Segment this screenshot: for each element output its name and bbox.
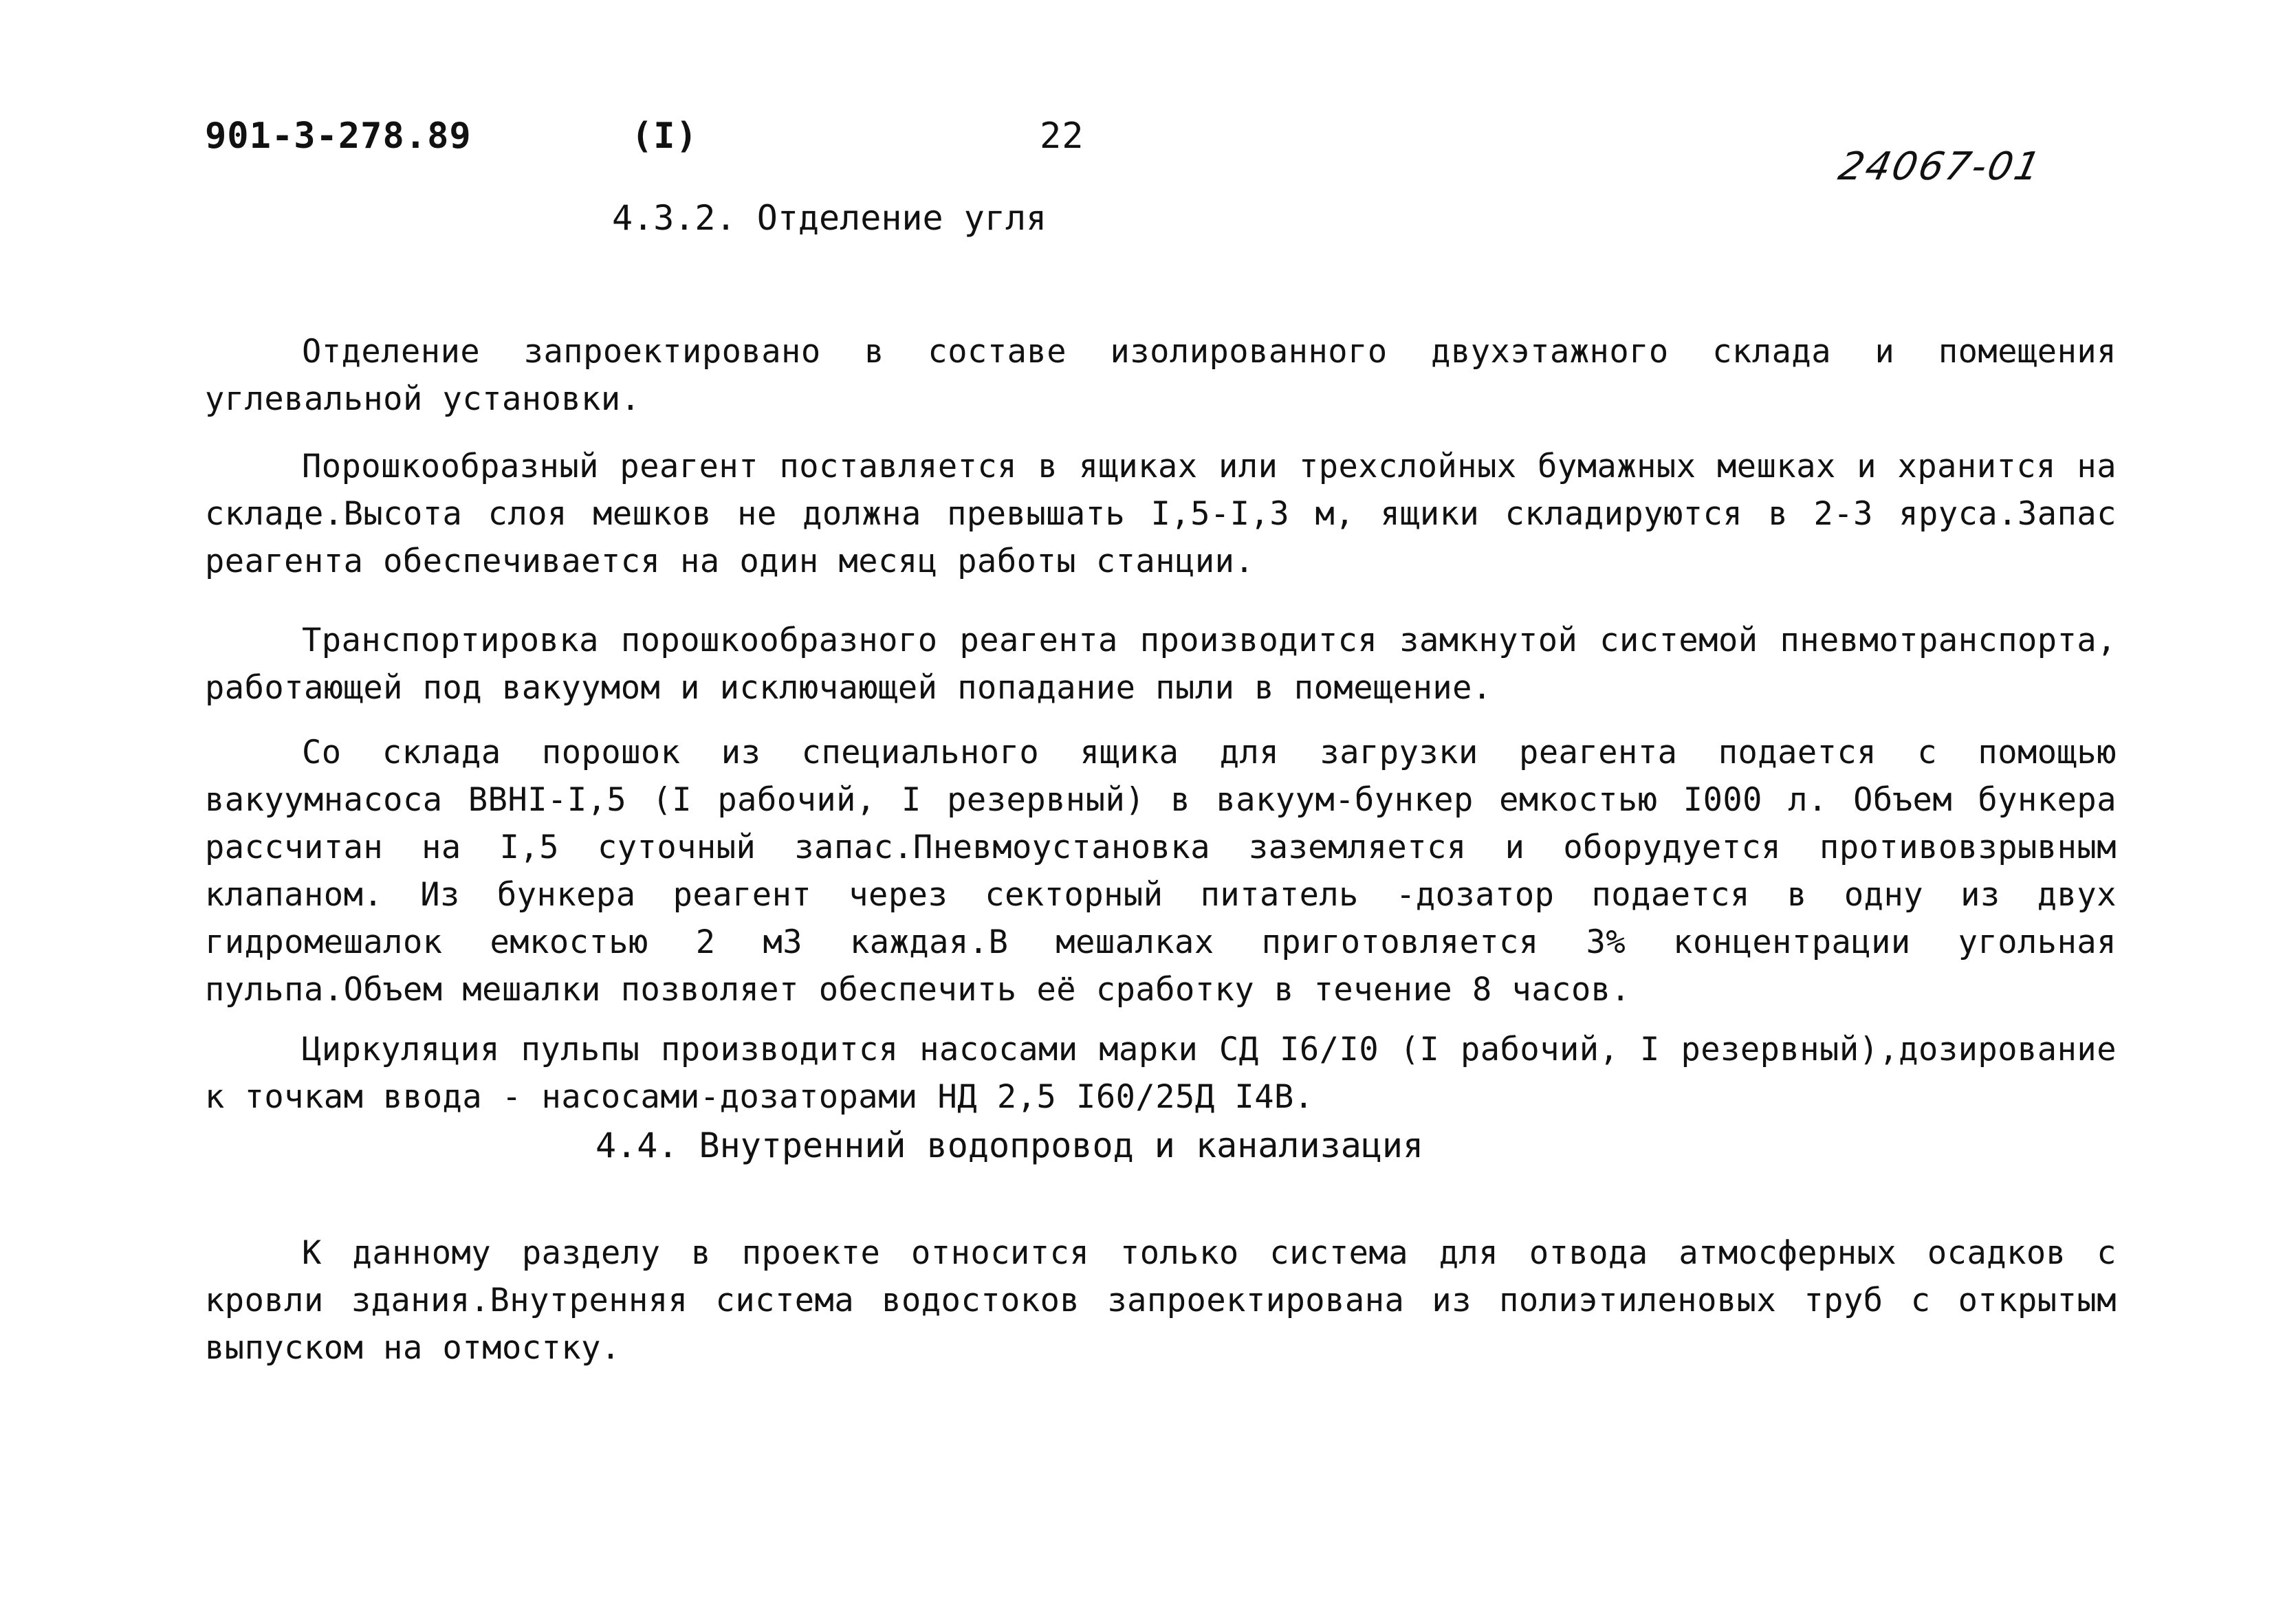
paragraph: Отделение запроектировано в составе изолированного двухэтажного склада и помещения углевальной установки. [205, 333, 2117, 418]
paragraph: Транспортировка порошкообразного реагента производится замкнутой системой пневмотранспорта, работающей под вакуумом и исключающей попадание пыли в помещение. [205, 622, 2117, 707]
paragraph: Со склада порошок из специального ящика для загрузки реагента подается с помощью вакуумнасоса ВВНI-I,5 (I рабочий, I резервный) в вакуум-бункер емкостью I000 л. Объем бункера рассчитан на I,5 суточный запас.Пневмоустановка заземляется и оборудуется противовзрывным клапаном. Из бункера реагент через секторный питатель -дозатор подается в одну из двух гидромешалок емкостью 2 м3 каждая.В мешалках приготовляется 3% концентрации угольная пульпа.Объем мешалки позволяет обеспечить её сработку в течение 8 часов. [205, 734, 2117, 1009]
paragraph: Циркуляция пульпы производится насосами марки СД I6/I0 (I рабочий, I резервный),дозирование к точкам ввода - насосами-дозаторами НД 2,5 I60/25Д I4В. [205, 1031, 2117, 1116]
section-heading: 4.4. Внутренний водопровод и канализация [595, 1126, 1424, 1165]
page-number: 22 [1040, 116, 1084, 157]
document-part: (I) [631, 116, 698, 157]
archive-number: 24067-01 [1835, 144, 2046, 189]
paragraph: К данному разделу в проекте относится только система для отвода атмосферных осадков с кровли здания.Внутренняя система водостоков запроектирована из полиэтиленовых труб с открытым выпуском на отмостку. [205, 1234, 2117, 1367]
section-heading: 4.3.2. Отделение угля [612, 198, 1047, 238]
document-code: 901-3-278.89 [205, 116, 472, 157]
paragraph: Порошкообразный реагент поставляется в ящиках или трехслойных бумажных мешках и хранится на складе.Высота слоя мешков не должна превышать I,5-I,3 м, ящики складируются в 2-3 яруса.Запас реагента обеспечивается на один месяц работы станции. [205, 448, 2117, 580]
